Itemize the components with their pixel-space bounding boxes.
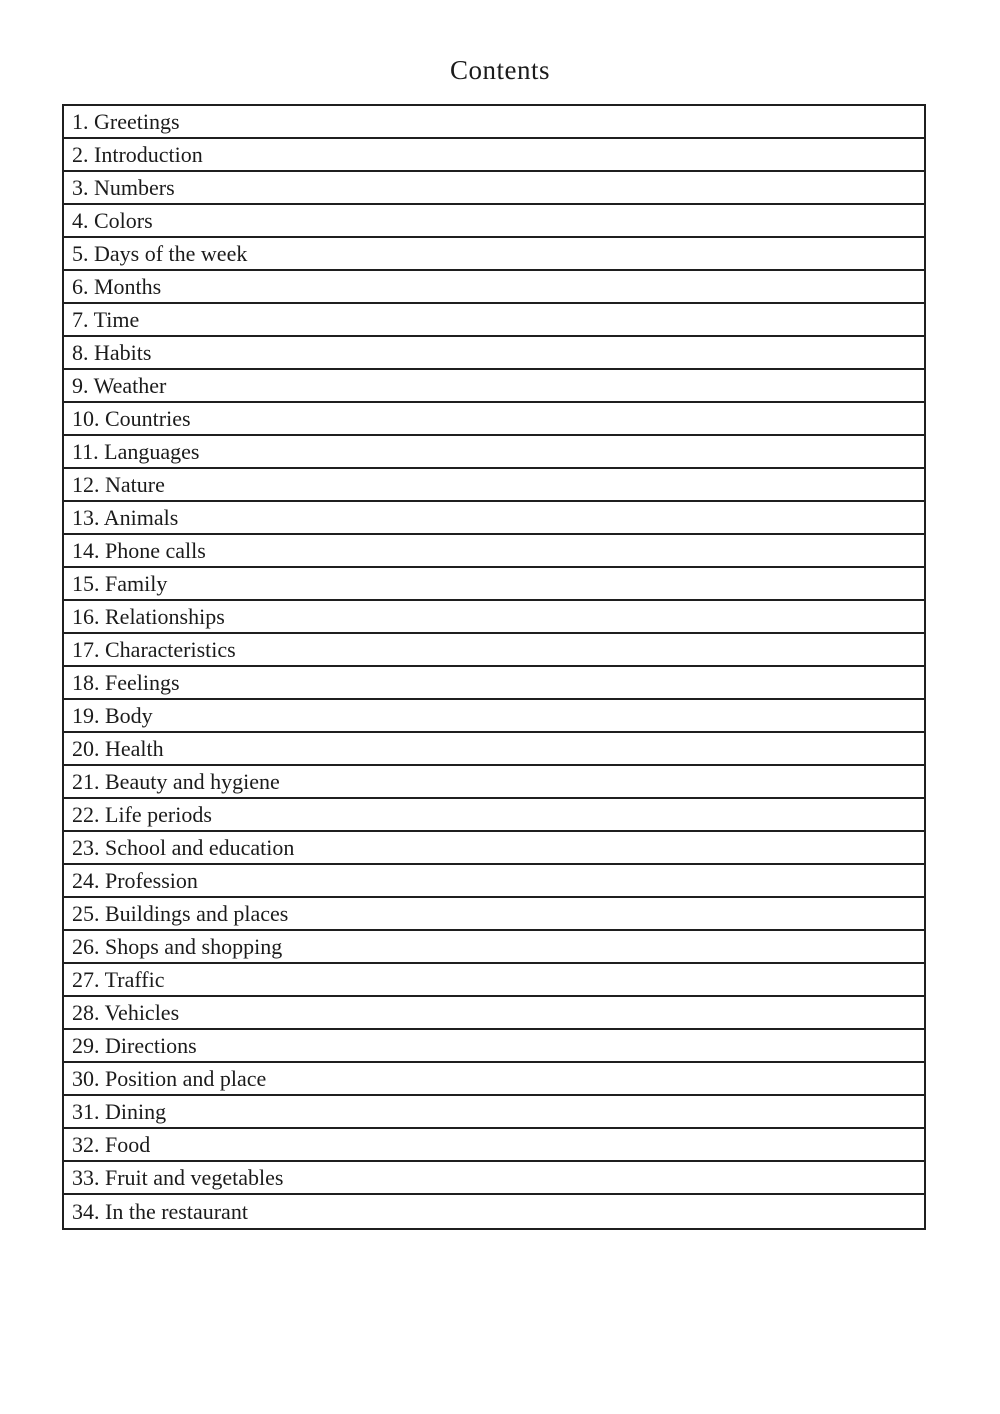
toc-row-label: 7. Time bbox=[72, 306, 140, 332]
toc-row-label: 18. Feelings bbox=[72, 669, 180, 695]
toc-row-label: 6. Months bbox=[72, 273, 162, 299]
toc-row-label: 25. Buildings and places bbox=[72, 900, 289, 926]
toc-row bbox=[64, 568, 924, 601]
toc-row-label: 20. Health bbox=[72, 735, 164, 761]
toc-row-label: 31. Dining bbox=[72, 1098, 167, 1124]
toc-row-label: 26. Shops and shopping bbox=[72, 933, 283, 959]
toc-row bbox=[64, 535, 924, 568]
toc-row-label: 4. Colors bbox=[72, 207, 153, 233]
toc-row bbox=[64, 271, 924, 304]
toc-row-label: 1. Greetings bbox=[72, 108, 180, 134]
toc-row-label: 10. Countries bbox=[72, 405, 191, 431]
toc-row bbox=[64, 931, 924, 964]
toc-row-label: 2. Introduction bbox=[72, 141, 203, 167]
toc-row bbox=[64, 1162, 924, 1195]
contents-table bbox=[62, 104, 926, 1230]
toc-row bbox=[64, 139, 924, 172]
toc-row bbox=[64, 898, 924, 931]
toc-row-label: 12. Nature bbox=[72, 471, 165, 497]
toc-row-label: 3. Numbers bbox=[72, 174, 175, 200]
toc-row bbox=[64, 733, 924, 766]
toc-row bbox=[64, 700, 924, 733]
toc-row bbox=[64, 403, 924, 436]
toc-row bbox=[64, 106, 924, 139]
toc-row-label: 30. Position and place bbox=[72, 1065, 267, 1091]
toc-row-label: 29. Directions bbox=[72, 1032, 197, 1058]
toc-row-label: 21. Beauty and hygiene bbox=[72, 768, 280, 794]
toc-row bbox=[64, 502, 924, 535]
toc-row-label: 11. Languages bbox=[72, 438, 200, 464]
toc-row bbox=[64, 964, 924, 997]
toc-row-label: 34. In the restaurant bbox=[72, 1198, 248, 1224]
toc-row bbox=[64, 1195, 924, 1228]
toc-row-label: 19. Body bbox=[72, 702, 153, 728]
toc-row bbox=[64, 1030, 924, 1063]
toc-row bbox=[64, 436, 924, 469]
toc-row-label: 28. Vehicles bbox=[72, 999, 180, 1025]
toc-row-label: 27. Traffic bbox=[72, 966, 165, 992]
toc-row bbox=[64, 1063, 924, 1096]
page-title: Contents bbox=[449, 55, 550, 85]
toc-row bbox=[64, 238, 924, 271]
toc-row bbox=[64, 766, 924, 799]
toc-row-label: 5. Days of the week bbox=[72, 240, 248, 266]
toc-row-label: 22. Life periods bbox=[72, 801, 212, 827]
toc-row bbox=[64, 667, 924, 700]
toc-row bbox=[64, 1129, 924, 1162]
toc-row-label: 16. Relationships bbox=[72, 603, 225, 629]
toc-row bbox=[64, 172, 924, 205]
toc-row-label: 17. Characteristics bbox=[72, 636, 236, 662]
toc-row-label: 8. Habits bbox=[72, 339, 152, 365]
toc-row-label: 15. Family bbox=[72, 570, 168, 596]
toc-row-label: 33. Fruit and vegetables bbox=[72, 1164, 284, 1190]
toc-row-label: 14. Phone calls bbox=[72, 537, 206, 563]
toc-row bbox=[64, 1096, 924, 1129]
toc-row-label: 13. Animals bbox=[72, 504, 179, 530]
toc-row-label: 24. Profession bbox=[72, 867, 198, 893]
toc-row-label: 32. Food bbox=[72, 1131, 151, 1157]
toc-row bbox=[64, 832, 924, 865]
toc-row bbox=[64, 799, 924, 832]
toc-row bbox=[64, 370, 924, 403]
toc-row bbox=[64, 997, 924, 1030]
toc-row bbox=[64, 601, 924, 634]
toc-row-label: 23. School and education bbox=[72, 834, 295, 860]
toc-row bbox=[64, 337, 924, 370]
toc-row bbox=[64, 304, 924, 337]
toc-row bbox=[64, 865, 924, 898]
toc-row bbox=[64, 634, 924, 667]
toc-row bbox=[64, 205, 924, 238]
toc-row-label: 9. Weather bbox=[72, 372, 167, 398]
toc-row bbox=[64, 469, 924, 502]
